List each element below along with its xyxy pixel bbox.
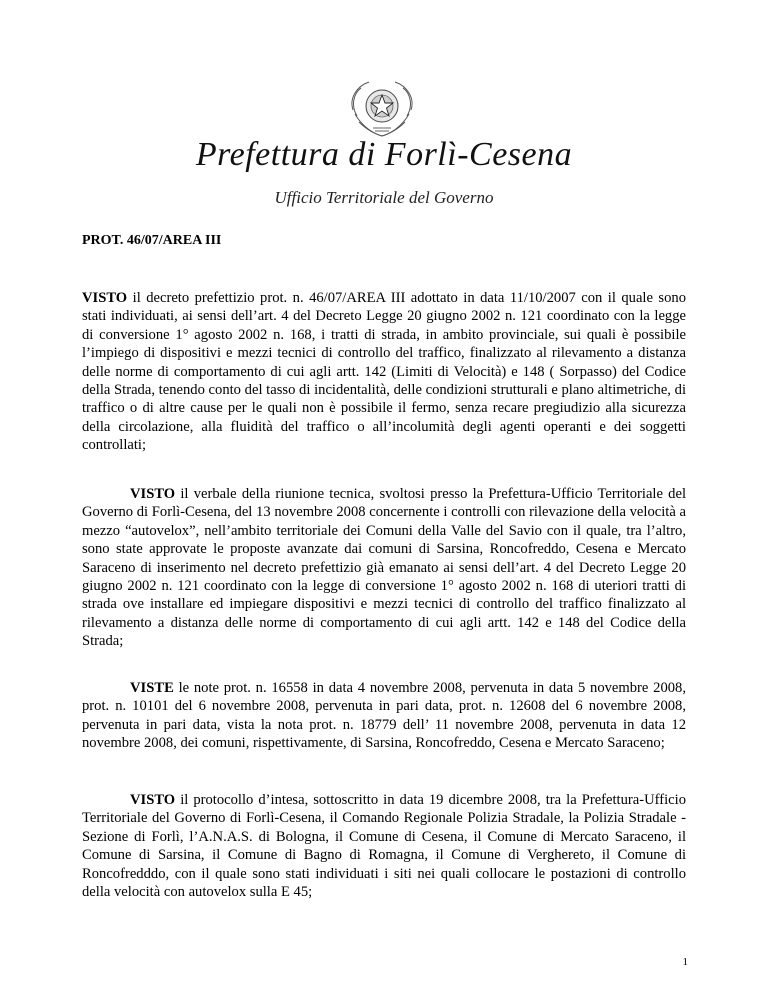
paragraph-visto-decree: [82, 289, 686, 455]
paragraph-text: le note prot. n. 16558 in data 4 novembre 2008, pervenuta in data 5 novembre 2008, prot. n. 10101 del 6 novembre 2008, pervenuta in pari data, prot. n. 12608 del 6 novembre 2008, pervenuta in pari data, vista la nota prot. n. 18779 dell’ 11 novembre 2008, pervenuta in data 12 novembre 2008, dei comuni, rispettivamente, di Sarsina, Roncofreddo, Cesena e Mercato Saraceno;: [82, 680, 686, 752]
prefecture-title: Prefettura di Forlì-Cesena: [195, 136, 573, 173]
paragraph-visto-verbale: [82, 485, 686, 651]
office-subtitle: Ufficio Territoriale del Governo: [274, 188, 494, 207]
paragraph-text: il protocollo d’intesa, sottoscritto in data 19 dicembre 2008, tra la Prefettura-Ufficio Territoriale del Governo di Forlì-Cesena, il Comando Regionale Polizia Stradale, la Polizia Stradale - Sezione di Forlì, l’A.N.A.S. di Bologna, il Comune di Cesena, il Comune di Mercato Saraceno, il Comune di Sarsina, il Comune di Bagno di Romagna, il Comune di Verghereto, il Comune di Roncofredddo, con il quale sono stati individuati i siti nei quali collocare le postazioni di controllo della velocità con autovelox sulla E 45;: [82, 792, 686, 901]
paragraph-viste-note: [82, 679, 686, 753]
state-emblem-icon: [339, 76, 425, 142]
paragraph-lead: VISTO: [130, 486, 176, 502]
paragraph-text: il verbale della riunione tecnica, svoltosi presso la Prefettura-Ufficio Territoriale del Governo di Forlì-Cesena, del 13 novembre 2008 concernente i controlli con rilevazione della velocità a mezzo “autovelox”, nell’ambito territoriale dei Comuni della Valle del Savio con il quale, tra l’altro, sono state approvate le proposte avanzate dai comuni di Sarsina, Roncofreddo, Cesena e Mercato Saraceno di inserimento nel decreto prefettizio già emanato ai sensi dell’art. 4 del Decreto Legge 20 giugno 2002 n. 121 coordinato con la legge di conversione 1° agosto 2002 n. 168 di uteriori tratti di strada ove installare ed impiegare dispositivi e mezzi tecnici di controllo del traffico finalizzato al rilevamento a distanza delle norme di comportamento di cui agli artt. 142 e 148 del Codice della Strada;: [82, 486, 686, 650]
paragraph-lead: VISTO: [82, 290, 128, 306]
paragraph-visto-protocollo: [82, 791, 686, 901]
paragraph-lead: VISTO: [130, 792, 176, 808]
page-number: 1: [682, 956, 688, 968]
protocol-number: PROT. 46/07/AREA III: [82, 233, 222, 248]
paragraph-lead: VISTE: [130, 680, 174, 696]
paragraph-text: il decreto prefettizio prot. n. 46/07/AREA III adottato in data 11/10/2007 con il quale sono stati individuati, ai sensi dell’art. 4 del Decreto Legge 20 giugno 2002 n. 121 coordinato con la legge di conversione 1° agosto 2002 n. 168, i tratti di strada, in ambito provinciale, sui quali è possibile l’impiego di dispositivi e mezzi tecnici di controllo del traffico, finalizzato al rilevamento a distanza delle norme di comportamento di cui agli artt. 142 (Limiti di Velocità) e 148 ( Sorpasso) del Codice della Strada, tenendo conto del tasso di incidentalità, delle condizioni strutturali e plano altimetriche, di traffico o di altre cause per le quali non è possibile il fermo, senza recare pregiudizio alla sicurezza della circolazione, alla fluidità del traffico o all’incolumità degli agenti operanti e dei soggetti controllati;: [82, 290, 686, 454]
